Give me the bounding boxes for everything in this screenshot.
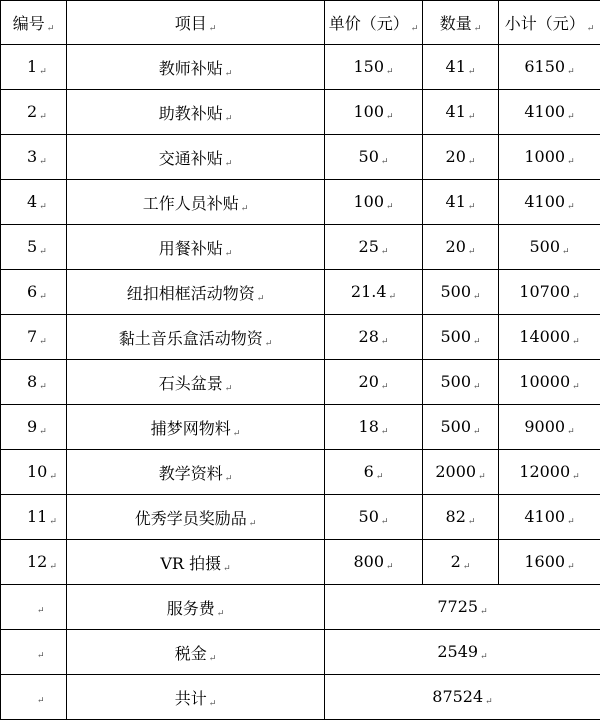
row-no — [1, 45, 67, 90]
row-unit-price-text: 20 — [359, 372, 379, 391]
summary-row — [1, 630, 600, 675]
row-unit-price — [325, 360, 423, 405]
row-subtotal — [499, 450, 600, 495]
row-unit-price — [325, 180, 423, 225]
row-quantity-text: 41 — [446, 192, 466, 211]
row-quantity-text: 500 — [440, 417, 471, 436]
paragraph-mark-icon: ↵ — [381, 382, 389, 392]
paragraph-mark-icon: ↵ — [485, 697, 493, 707]
paragraph-mark-icon: ↵ — [49, 517, 57, 527]
row-quantity — [423, 180, 499, 225]
row-quantity-text: 82 — [446, 507, 466, 526]
summary-label-text: 税金 — [175, 644, 207, 663]
summary-empty-cell — [1, 630, 67, 675]
paragraph-mark-icon: ↵ — [473, 427, 481, 437]
row-no — [1, 360, 67, 405]
row-item — [67, 315, 325, 360]
header-item: 项目 ↵ — [67, 1, 325, 45]
row-unit-price — [325, 270, 423, 315]
row-no-text: 4 — [27, 192, 37, 211]
row-no — [1, 450, 67, 495]
table-row — [1, 450, 600, 495]
paragraph-mark-icon: ↵ — [39, 292, 47, 302]
row-quantity — [423, 45, 499, 90]
row-subtotal — [499, 495, 600, 540]
row-item — [67, 495, 325, 540]
paragraph-mark-icon: ↵ — [567, 517, 575, 527]
paragraph-mark-icon: ↵ — [386, 562, 394, 572]
row-unit-price — [325, 450, 423, 495]
row-item-text: 用餐补贴 — [159, 239, 223, 258]
table-row — [1, 180, 600, 225]
paragraph-mark-icon: ↵ — [381, 337, 389, 347]
row-unit-price — [325, 135, 423, 180]
row-item — [67, 225, 325, 270]
row-quantity-text: 500 — [440, 327, 471, 346]
row-unit-price — [325, 315, 423, 360]
row-no — [1, 315, 67, 360]
row-subtotal-text: 12000 — [519, 462, 570, 481]
paragraph-mark-icon: ↵ — [39, 157, 47, 167]
row-unit-price — [325, 405, 423, 450]
row-no — [1, 540, 67, 585]
row-quantity-text: 2 — [451, 552, 461, 571]
paragraph-mark-icon: ↵ — [386, 202, 394, 212]
table-row — [1, 270, 600, 315]
row-subtotal-text: 4100 — [524, 507, 565, 526]
row-subtotal — [499, 180, 600, 225]
row-quantity — [423, 270, 499, 315]
paragraph-mark-icon: ↵ — [49, 472, 57, 482]
paragraph-mark-icon: ↵ — [225, 114, 233, 124]
row-quantity — [423, 360, 499, 405]
paragraph-mark-icon: ↵ — [473, 382, 481, 392]
row-no-text: 10 — [27, 462, 47, 481]
row-subtotal — [499, 360, 600, 405]
row-no-text: 9 — [27, 417, 37, 436]
paragraph-mark-icon: ↵ — [241, 204, 249, 214]
row-subtotal — [499, 90, 600, 135]
summary-value-text: 2549 — [437, 642, 478, 661]
row-subtotal — [499, 315, 600, 360]
paragraph-mark-icon: ↵ — [567, 112, 575, 122]
paragraph-mark-icon: ↵ — [233, 429, 241, 439]
row-no — [1, 135, 67, 180]
table-row — [1, 315, 600, 360]
row-unit-price-text: 25 — [359, 237, 379, 256]
paragraph-mark-icon: ↵ — [209, 699, 217, 709]
paragraph-mark-icon: ↵ — [39, 67, 47, 77]
row-quantity-text: 2000 — [435, 462, 476, 481]
paragraph-mark-icon: ↵ — [381, 157, 389, 167]
paragraph-mark-icon: ↵ — [468, 112, 476, 122]
paragraph-mark-icon: ↵ — [39, 427, 47, 437]
paragraph-mark-icon: ↵ — [572, 382, 580, 392]
paragraph-mark-icon: ↵ — [265, 339, 273, 349]
row-subtotal-text: 4100 — [524, 192, 565, 211]
row-item-text: 交通补贴 — [159, 149, 223, 168]
paragraph-mark-icon: ↵ — [463, 562, 471, 572]
summary-value-text: 7725 — [437, 597, 478, 616]
paragraph-mark-icon: ↵ — [567, 427, 575, 437]
row-subtotal-text: 10000 — [519, 372, 570, 391]
paragraph-mark-icon: ↵ — [381, 427, 389, 437]
row-no-text: 2 — [27, 102, 37, 121]
header-unit-price: 单价（元） ↵ — [325, 1, 423, 45]
row-quantity-text: 500 — [440, 282, 471, 301]
summary-row — [1, 675, 600, 720]
row-unit-price-text: 100 — [353, 102, 384, 121]
row-no — [1, 225, 67, 270]
row-subtotal-text: 6150 — [524, 57, 565, 76]
row-unit-price — [325, 90, 423, 135]
row-quantity — [423, 450, 499, 495]
table-row — [1, 90, 600, 135]
row-subtotal — [499, 225, 600, 270]
paragraph-mark-icon: ↵ — [27, 651, 45, 661]
paragraph-mark-icon: ↵ — [468, 202, 476, 212]
row-quantity — [423, 540, 499, 585]
paragraph-mark-icon: ↵ — [225, 159, 233, 169]
row-item-text: 纽扣相框活动物资 — [127, 284, 255, 303]
row-subtotal — [499, 540, 600, 585]
row-quantity-text: 20 — [446, 147, 466, 166]
header-no: 编号 ↵ — [1, 1, 67, 45]
row-unit-price — [325, 495, 423, 540]
table-row — [1, 45, 600, 90]
row-subtotal — [499, 45, 600, 90]
row-unit-price-text: 100 — [353, 192, 384, 211]
row-unit-price — [325, 45, 423, 90]
row-no-text: 8 — [27, 372, 37, 391]
summary-label — [67, 630, 325, 675]
table-row — [1, 135, 600, 180]
row-subtotal-text: 500 — [529, 237, 560, 256]
row-no-text: 7 — [27, 327, 37, 346]
paragraph-mark-icon: ↵ — [389, 292, 397, 302]
table-row — [1, 225, 600, 270]
paragraph-mark-icon: ↵ — [39, 112, 47, 122]
paragraph-mark-icon: ↵ — [567, 67, 575, 77]
row-quantity — [423, 135, 499, 180]
paragraph-mark-icon: ↵ — [225, 384, 233, 394]
row-no — [1, 495, 67, 540]
row-no-text: 6 — [27, 282, 37, 301]
summary-row — [1, 585, 600, 630]
row-item — [67, 450, 325, 495]
paragraph-mark-icon: ↵ — [49, 562, 57, 572]
paragraph-mark-icon: ↵ — [225, 474, 233, 484]
row-unit-price-text: 18 — [359, 417, 379, 436]
row-item-text: 教学资料 — [159, 464, 223, 483]
row-subtotal-text: 1600 — [524, 552, 565, 571]
row-no — [1, 90, 67, 135]
summary-label-text: 共计 — [175, 689, 207, 708]
row-item-text: 优秀学员奖励品 — [135, 509, 247, 528]
row-item — [67, 360, 325, 405]
paragraph-mark-icon: ↵ — [381, 247, 389, 257]
paragraph-mark-icon: ↵ — [572, 337, 580, 347]
row-no-text: 11 — [27, 507, 47, 526]
summary-empty-cell — [1, 585, 67, 630]
paragraph-mark-icon: ↵ — [468, 157, 476, 167]
row-unit-price-text: 50 — [359, 147, 379, 166]
row-item — [67, 90, 325, 135]
table-row — [1, 405, 600, 450]
paragraph-mark-icon: ↵ — [480, 607, 488, 617]
header-subtotal: 小计（元） ↵ — [499, 1, 600, 45]
header-quantity: 数量 ↵ — [423, 1, 499, 45]
paragraph-mark-icon: ↵ — [376, 472, 384, 482]
row-item-text: 黏土音乐盒活动物资 — [119, 329, 263, 348]
paragraph-mark-icon: ↵ — [572, 292, 580, 302]
paragraph-mark-icon: ↵ — [468, 67, 476, 77]
row-item-text: 工作人员补贴 — [143, 194, 239, 213]
summary-label — [67, 675, 325, 720]
paragraph-mark-icon: ↵ — [381, 517, 389, 527]
paragraph-mark-icon: ↵ — [468, 247, 476, 257]
row-unit-price-text: 28 — [359, 327, 379, 346]
paragraph-mark-icon: ↵ — [386, 112, 394, 122]
row-unit-price — [325, 540, 423, 585]
summary-label-text: 服务费 — [167, 599, 215, 618]
row-item — [67, 135, 325, 180]
row-quantity-text: 41 — [446, 57, 466, 76]
row-item — [67, 540, 325, 585]
table-row — [1, 540, 600, 585]
row-item-text: 捕梦网物料 — [151, 419, 231, 438]
row-quantity — [423, 90, 499, 135]
summary-value — [325, 675, 600, 720]
row-unit-price-text: 800 — [353, 552, 384, 571]
table-header-row — [1, 1, 600, 45]
paragraph-mark-icon: ↵ — [39, 337, 47, 347]
row-quantity — [423, 405, 499, 450]
row-subtotal-text: 1000 — [524, 147, 565, 166]
row-item-text: 教师补贴 — [159, 59, 223, 78]
row-no-text: 5 — [27, 237, 37, 256]
summary-label — [67, 585, 325, 630]
paragraph-mark-icon: ↵ — [386, 67, 394, 77]
paragraph-mark-icon: ↵ — [27, 606, 45, 616]
row-no-text: 12 — [27, 552, 47, 571]
paragraph-mark-icon: ↵ — [567, 202, 575, 212]
paragraph-mark-icon: ↵ — [225, 69, 233, 79]
row-unit-price-text: 21.4 — [351, 282, 387, 301]
paragraph-mark-icon: ↵ — [27, 696, 45, 706]
summary-empty-cell — [1, 675, 67, 720]
row-item — [67, 180, 325, 225]
row-no — [1, 180, 67, 225]
row-quantity — [423, 315, 499, 360]
summary-value — [325, 630, 600, 675]
row-no — [1, 270, 67, 315]
row-subtotal-text: 4100 — [524, 102, 565, 121]
row-item-text: 助教补贴 — [159, 104, 223, 123]
row-subtotal — [499, 270, 600, 315]
row-unit-price-text: 6 — [364, 462, 374, 481]
summary-value-text: 87524 — [432, 687, 483, 706]
paragraph-mark-icon: ↵ — [572, 472, 580, 482]
row-item-text: 石头盆景 — [159, 374, 223, 393]
row-quantity — [423, 225, 499, 270]
row-unit-price — [325, 225, 423, 270]
row-unit-price-text: 50 — [359, 507, 379, 526]
row-no — [1, 405, 67, 450]
row-quantity-text: 20 — [446, 237, 466, 256]
paragraph-mark-icon: ↵ — [249, 519, 257, 529]
row-item — [67, 405, 325, 450]
summary-value — [325, 585, 600, 630]
paragraph-mark-icon: ↵ — [225, 249, 233, 259]
row-item — [67, 270, 325, 315]
row-item — [67, 45, 325, 90]
row-subtotal-text: 14000 — [519, 327, 570, 346]
row-subtotal-text: 10700 — [519, 282, 570, 301]
row-subtotal — [499, 405, 600, 450]
paragraph-mark-icon: ↵ — [567, 562, 575, 572]
row-quantity — [423, 495, 499, 540]
row-no-text: 3 — [27, 147, 37, 166]
paragraph-mark-icon: ↵ — [473, 292, 481, 302]
paragraph-mark-icon: ↵ — [480, 652, 488, 662]
paragraph-mark-icon: ↵ — [562, 247, 570, 257]
row-item-text: VR 拍摄 — [160, 554, 221, 573]
paragraph-mark-icon: ↵ — [478, 472, 486, 482]
row-subtotal-text: 9000 — [524, 417, 565, 436]
row-quantity-text: 41 — [446, 102, 466, 121]
row-no-text: 1 — [27, 57, 37, 76]
table-row — [1, 495, 600, 540]
table-row — [1, 360, 600, 405]
paragraph-mark-icon: ↵ — [217, 609, 225, 619]
row-subtotal — [499, 135, 600, 180]
paragraph-mark-icon: ↵ — [39, 247, 47, 257]
paragraph-mark-icon: ↵ — [473, 337, 481, 347]
row-quantity-text: 500 — [440, 372, 471, 391]
paragraph-mark-icon: ↵ — [468, 517, 476, 527]
paragraph-mark-icon: ↵ — [39, 382, 47, 392]
paragraph-mark-icon: ↵ — [39, 202, 47, 212]
paragraph-mark-icon: ↵ — [223, 564, 231, 574]
row-unit-price-text: 150 — [353, 57, 384, 76]
paragraph-mark-icon: ↵ — [567, 157, 575, 167]
paragraph-mark-icon: ↵ — [257, 294, 265, 304]
paragraph-mark-icon: ↵ — [209, 654, 217, 664]
